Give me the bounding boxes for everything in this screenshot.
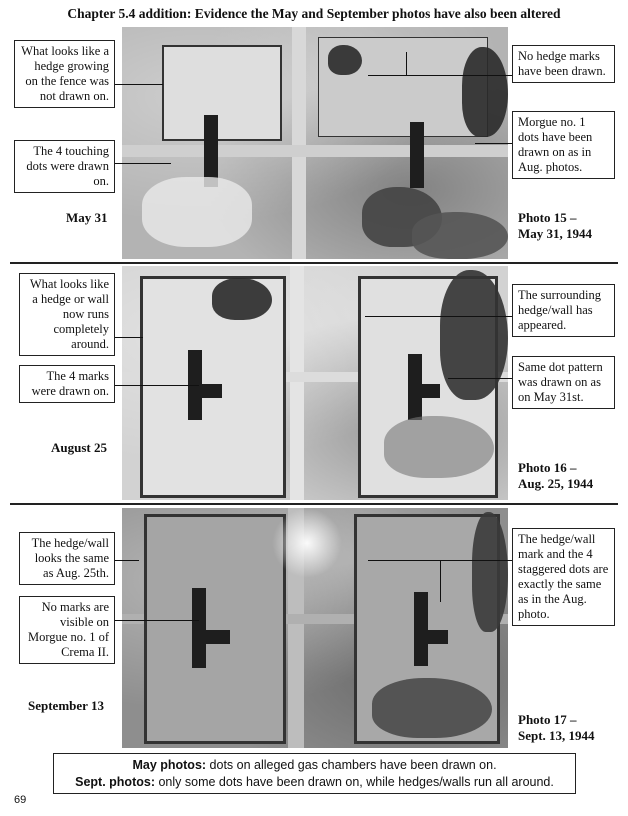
callout-may-dots: The 4 touching dots were drawn on. (14, 140, 115, 193)
pointer-line (115, 560, 139, 561)
pointer-line (475, 143, 512, 144)
section-divider (10, 503, 618, 505)
page-title: Chapter 5.4 addition: Evidence the May and September photos have also been altered (67, 6, 561, 21)
callout-sep-no-marks: No marks are visible on Morgue no. 1 of Crema II. (19, 596, 115, 664)
photo-caption-15: Photo 15 – May 31, 1944 (518, 210, 593, 241)
photo-caption-17: Photo 17 – Sept. 13, 1944 (518, 712, 595, 743)
date-label-september: September 13 (28, 698, 104, 713)
pointer-line (406, 52, 407, 75)
callout-may-morgue: Morgue no. 1 dots have been drawn on as in Aug. photos. (512, 111, 615, 179)
pointer-line (368, 75, 512, 76)
callout-aug-dot-pattern: Same dot pattern was drawn on as on May 31st. (512, 356, 615, 409)
pointer-line (115, 620, 199, 621)
date-label-august: August 25 (51, 440, 107, 455)
section-divider (10, 262, 618, 264)
pointer-line (448, 378, 512, 379)
pointer-line (115, 337, 143, 338)
photo-caption-16: Photo 16 – Aug. 25, 1944 (518, 460, 594, 491)
summary-box: May photos: dots on alleged gas chambers have been drawn on. Sept. photos: only some dots have been drawn on, while hedges/walls run all around. (53, 753, 576, 794)
pointer-line (115, 84, 163, 85)
callout-aug-marks: The 4 marks were drawn on. (19, 365, 115, 403)
aerial-photo-september (122, 508, 508, 748)
pointer-line (115, 163, 171, 164)
callout-sep-hedge: The hedge/wall looks the same as Aug. 25th. (19, 532, 115, 585)
callout-aug-surrounding: The surrounding hedge/wall has appeared. (512, 284, 615, 337)
callout-may-hedge: What looks like a hedge growing on the fence was not drawn on. (14, 40, 115, 108)
aerial-photo-august (122, 266, 508, 500)
aerial-photo-may (122, 27, 508, 259)
page-number: 69 (14, 794, 27, 806)
date-label-may: May 31 (66, 210, 108, 225)
pointer-line (115, 385, 199, 386)
pointer-line (440, 560, 441, 602)
pointer-line (365, 316, 512, 317)
callout-may-no-hedge: No hedge marks have been drawn. (512, 45, 615, 83)
callout-aug-hedge: What looks like a hedge or wall now runs completely around. (19, 273, 115, 356)
callout-sep-same-dots: The hedge/wall mark and the 4 staggered dots are exactly the same as in the Aug. photo. (512, 528, 615, 626)
